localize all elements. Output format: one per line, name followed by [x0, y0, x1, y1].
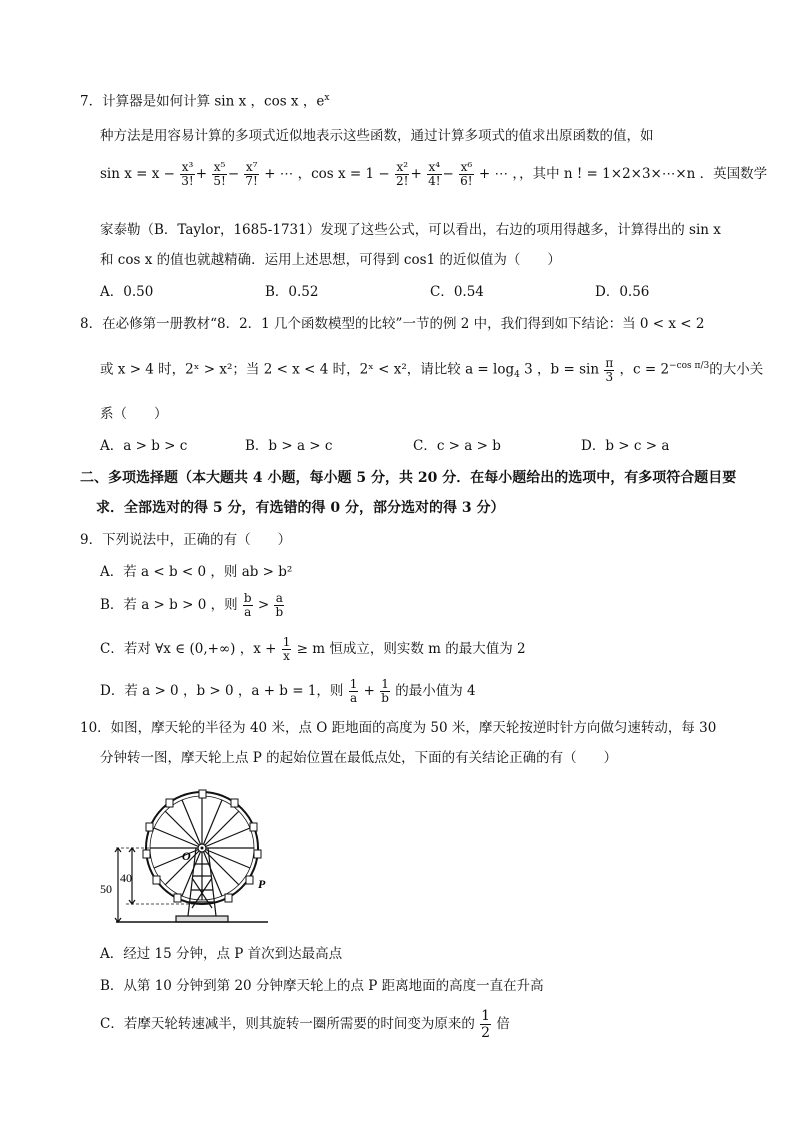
- q8-line-3: 系（ ）: [100, 406, 168, 422]
- q9-stem: 9．下列说法中，正确的有（ ）: [80, 532, 292, 548]
- q9-c-frac: $\frac{1}{x}$: [282, 635, 291, 663]
- ferris-wheel-figure: [98, 778, 278, 930]
- q9-option-d[interactable]: D．若 a > 0 ，b > 0 ，a + b = 1，则 $\frac{1}{a}$ + $\frac{1}{b}$ 的最小值为 4: [100, 677, 476, 705]
- q7-option-c[interactable]: C．0.54: [430, 284, 484, 300]
- q7-options: [100, 282, 750, 302]
- q9-option-c[interactable]: C．若对 ∀x ∈ (0,+∞) ，x + $\frac{1}{x}$ ≥ m 恒成立，则实数 m 的最大值为 2: [100, 635, 526, 663]
- q10-option-a[interactable]: A．经过 15 分钟，点 P 首次到达最高点: [100, 946, 343, 962]
- q9-d-frac-2: $\frac{1}{b}$: [381, 677, 389, 705]
- q7-option-b[interactable]: B．0.52: [265, 284, 319, 300]
- ferris-wheel-diagram: [98, 778, 278, 930]
- q8-options: [100, 436, 750, 456]
- q7-line-1: [80, 88, 730, 112]
- q8-exponent: −cos π/3: [669, 361, 710, 371]
- q7-option-a[interactable]: A．0.50: [100, 284, 154, 300]
- q7-frac-3: $\frac{\text{x⁷}}{7!}$: [245, 160, 258, 188]
- q8-text-2c: ，c = 2: [619, 361, 670, 378]
- q7-frac-2: $\frac{\text{x⁵}}{5!}$: [213, 160, 226, 188]
- q8-text-2d: 的大小关: [709, 361, 764, 378]
- q7-sin-lead: sin x = x −: [100, 166, 175, 182]
- q8-text-2a: 或 x > 4 时，2ˣ > x²；当 2 < x < 4 时，2ˣ < x²，请比较 a = log: [100, 361, 515, 378]
- label-40: 40: [120, 871, 132, 885]
- label-p: P: [258, 877, 266, 891]
- q10-option-b[interactable]: B．从第 10 分钟到第 20 分钟摩天轮上的点 P 距离地面的高度一直在升高: [100, 978, 544, 994]
- q7-frac-6: $\frac{\text{x⁶}}{6!}$: [460, 160, 473, 188]
- q8-frac-pi: $\frac{\pi}{3}$: [605, 355, 614, 384]
- q10-line-1: 10．如图，摩天轮的半径为 40 米，点 O 距地面的高度为 50 米，摩天轮按逆时针方向做匀速转动，每 30: [80, 720, 717, 736]
- q9-b-frac-2: $\frac{a}{b}$: [275, 591, 284, 619]
- q7-option-d[interactable]: D．0.56: [595, 284, 650, 300]
- q10-line-2: 分钟转一图，摩天轮上点 P 的起始位置在最低点处，下面的有关结论正确的有（ ）: [100, 750, 618, 766]
- q8-line-2: [100, 352, 764, 389]
- q7-frac-4: $\frac{\text{x²}}{2!}$: [396, 160, 409, 188]
- q8-option-b[interactable]: B．b > a > c: [245, 438, 333, 454]
- q8-option-d[interactable]: D．b > c > a: [581, 438, 670, 454]
- q9-d-frac-1: $\frac{1}{a}$: [349, 677, 358, 705]
- q7-line-3-formula: sin x = x − $\frac{\text{x³}}{3!}$ + $\frac{\text{x⁵}}{5!}$ − $\frac{\text{x⁷}}{7!}$ + ⋯ ，cos x = 1 − $\frac{\text{x²}}{2!}$ + $\frac{\text{x⁴}}{4!}$ − $\frac{\text{x⁶}}{6!}$ + ⋯ ，，其中 n ! = 1×2×3×⋯×n ．英国数学: [100, 160, 768, 188]
- label-50: 50: [100, 882, 112, 896]
- q8-option-a[interactable]: A．a > b > c: [100, 438, 188, 454]
- q7-frac-1: $\frac{\text{x³}}{3!}$: [181, 160, 194, 188]
- q9-option-b[interactable]: B．若 a > b > 0 ，则 $\frac{b}{a}$ > $\frac{a}{b}$: [100, 591, 284, 619]
- q7-line-4: 家泰勒（B．Taylor，1685-1731）发现了这些公式，可以看出，右边的项用得越多，计算得出的 sin x: [100, 222, 721, 238]
- q7-sup-x: x: [324, 93, 330, 103]
- q7-line-2: 种方法是用容易计算的多项式近似地表示这些函数，通过计算多项式的值求出原函数的值，如: [100, 128, 654, 144]
- q10-option-c[interactable]: C．若摩天轮转速减半，则其旋转一圈所需要的时间变为原来的 $\frac{1}{2}$ 倍: [100, 1008, 510, 1041]
- section2-line-2: 求．全部选对的得 5 分，有选错的得 0 分，部分选对的得 3 分）: [96, 500, 505, 516]
- q8-option-c[interactable]: C．c > a > b: [413, 438, 501, 454]
- q8-line-1: 8．在必修第一册教材“8．2．1 几个函数模型的比较”一节的例 2 中，我们得到如下结论：当 0 < x < 2: [80, 316, 705, 332]
- q8-text-2b: 3 ，b = sin: [524, 361, 600, 378]
- q10-c-frac: $\frac{1}{2}$: [481, 1008, 491, 1041]
- q7-text-1a: 7．计算器是如何计算 sin x ，cos x ，e: [80, 93, 325, 110]
- q7-frac-5: $\frac{\text{x⁴}}{4!}$: [428, 160, 441, 188]
- q7-factorial-def: + ⋯ ，，其中 n ! = 1×2×3×⋯×n ．英国数学: [478, 166, 768, 182]
- section2-line-1: 二、多项选择题（本大题共 4 小题，每小题 5 分，共 20 分．在每小题给出的选项中，有多项符合题目要: [80, 470, 737, 486]
- q9-b-frac-1: $\frac{b}{a}$: [243, 591, 252, 619]
- q8-log-base: 4: [514, 370, 520, 381]
- label-o: O: [182, 849, 191, 863]
- q9-option-a[interactable]: A．若 a < b < 0 ，则 ab > b²: [100, 564, 293, 580]
- q7-line-5: 和 cos x 的值也就越精确．运用上述思想，可得到 cos1 的近似值为（ ）: [100, 252, 561, 268]
- q7-cos-lead: + ⋯ ，cos x = 1 −: [264, 166, 390, 182]
